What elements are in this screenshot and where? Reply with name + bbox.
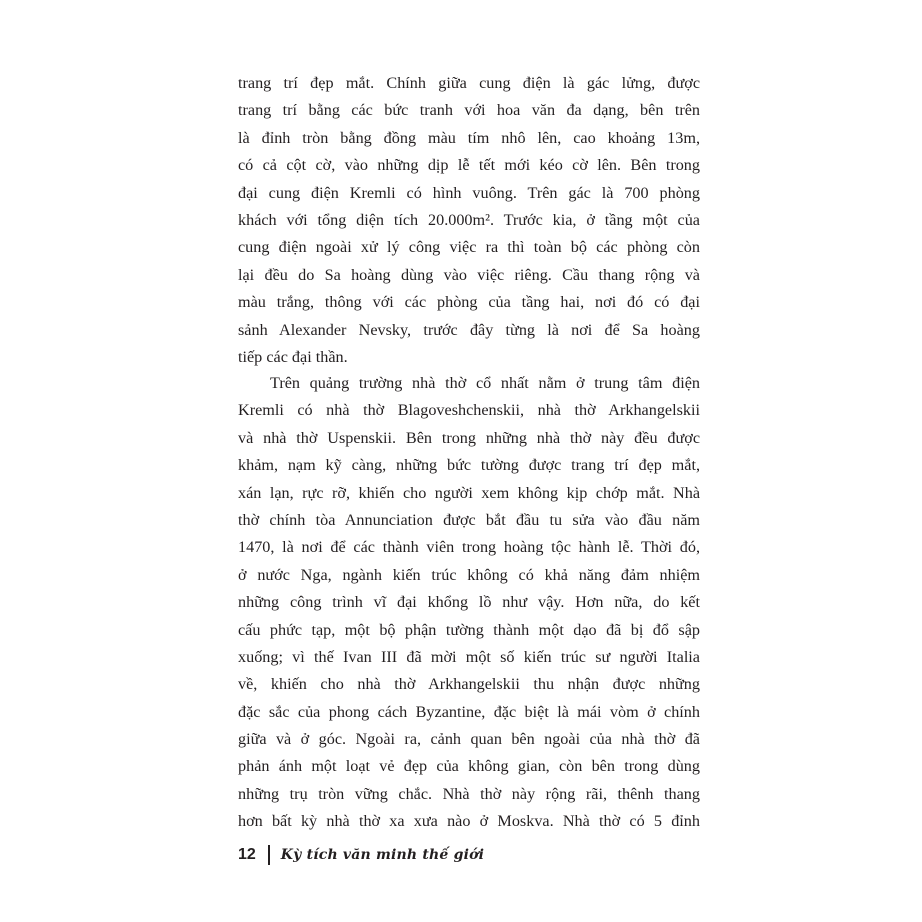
text-line: lại đều do Sa hoàng dùng vào việc riêng. Cầu thang rộng và bbox=[238, 265, 700, 284]
text-line: những trụ tròn vững chắc. Nhà thờ này rộng rãi, thênh thang bbox=[238, 784, 700, 803]
text-line: hơn bất kỳ nhà thờ xa xưa nào ở Moskva. Nhà thờ có 5 đỉnh bbox=[238, 812, 700, 831]
page-number: 12 bbox=[238, 846, 256, 863]
text-line: sảnh Alexander Nevsky, trước đây từng là nơi để Sa hoàng bbox=[238, 320, 700, 339]
text-line: khách với tổng diện tích 20.000m². Trước kia, ở tầng một của bbox=[238, 210, 700, 229]
text-line: cấu phức tạp, một bộ phận tường thành một dạo đã bị đổ sập bbox=[238, 620, 700, 639]
paragraph-1 bbox=[238, 70, 700, 371]
text-line: phản ánh một loạt vẻ đẹp của không gian, còn bên trong dùng bbox=[238, 757, 700, 776]
text-line: cung điện ngoài xử lý công việc ra thì toàn bộ các phòng còn bbox=[238, 238, 700, 257]
text-line: những công trình vĩ đại khổng lồ như vậy. Hơn nữa, do kết bbox=[238, 593, 700, 612]
text-line: xán lạn, rực rỡ, khiến cho người xem không kịp chớp mắt. Nhà bbox=[238, 483, 700, 502]
text-line: và nhà thờ Uspenskii. Bên trong những nhà thờ này đều được bbox=[238, 428, 700, 447]
text-line: đặc sắc của phong cách Byzantine, đặc biệt là mái vòm ở chính bbox=[238, 702, 700, 721]
text-line: trang trí đẹp mắt. Chính giữa cung điện là gác lửng, được bbox=[238, 74, 700, 92]
text-line: Kremli có nhà thờ Blagoveshchenskii, nhà thờ Arkhangelskii bbox=[238, 401, 700, 420]
text-line: Trên quảng trường nhà thờ cổ nhất nằm ở trung tâm điện bbox=[270, 374, 700, 392]
text-line: giữa và ở góc. Ngoài ra, cảnh quan bên ngoài của nhà thờ đã bbox=[238, 730, 700, 749]
text-line: màu trắng, thông với các phòng của tầng hai, nơi đó có đại bbox=[238, 293, 700, 312]
text-line: 1470, là nơi để các thành viên trong hoàng tộc hành lễ. Thời đó, bbox=[238, 538, 700, 557]
book-title: Kỳ tích văn minh thế giới bbox=[280, 847, 485, 863]
text-line: ở nước Nga, ngành kiến trúc không có khả năng đảm nhiệm bbox=[238, 565, 700, 584]
text-line: khảm, nạm kỹ càng, những bức tường được trang trí đẹp mắt, bbox=[238, 456, 700, 475]
page-footer bbox=[238, 840, 484, 870]
footer-divider bbox=[268, 845, 270, 865]
text-line: trang trí bằng các bức tranh với hoa văn đa dạng, bên trên bbox=[238, 101, 700, 120]
text-line: đại cung điện Kremli có hình vuông. Trên gác là 700 phòng bbox=[238, 183, 700, 202]
text-line: có cả cột cờ, vào những dịp lễ tết mới kéo cờ lên. Bên trong bbox=[238, 156, 700, 175]
text-line: thờ chính tòa Annunciation được bắt đầu tu sửa vào đầu năm bbox=[238, 510, 700, 529]
text-line: là đỉnh tròn bằng đồng màu tím nhô lên, cao khoảng 13m, bbox=[238, 128, 700, 147]
paragraph-2 bbox=[238, 370, 700, 836]
text-line: về, khiến cho nhà thờ Arkhangelskii thu nhận được những bbox=[238, 675, 700, 694]
text-line: tiếp các đại thần. bbox=[238, 347, 348, 366]
text-line: xuống; vì thế Ivan III đã mời một số kiến trúc sư người Italia bbox=[238, 647, 700, 666]
